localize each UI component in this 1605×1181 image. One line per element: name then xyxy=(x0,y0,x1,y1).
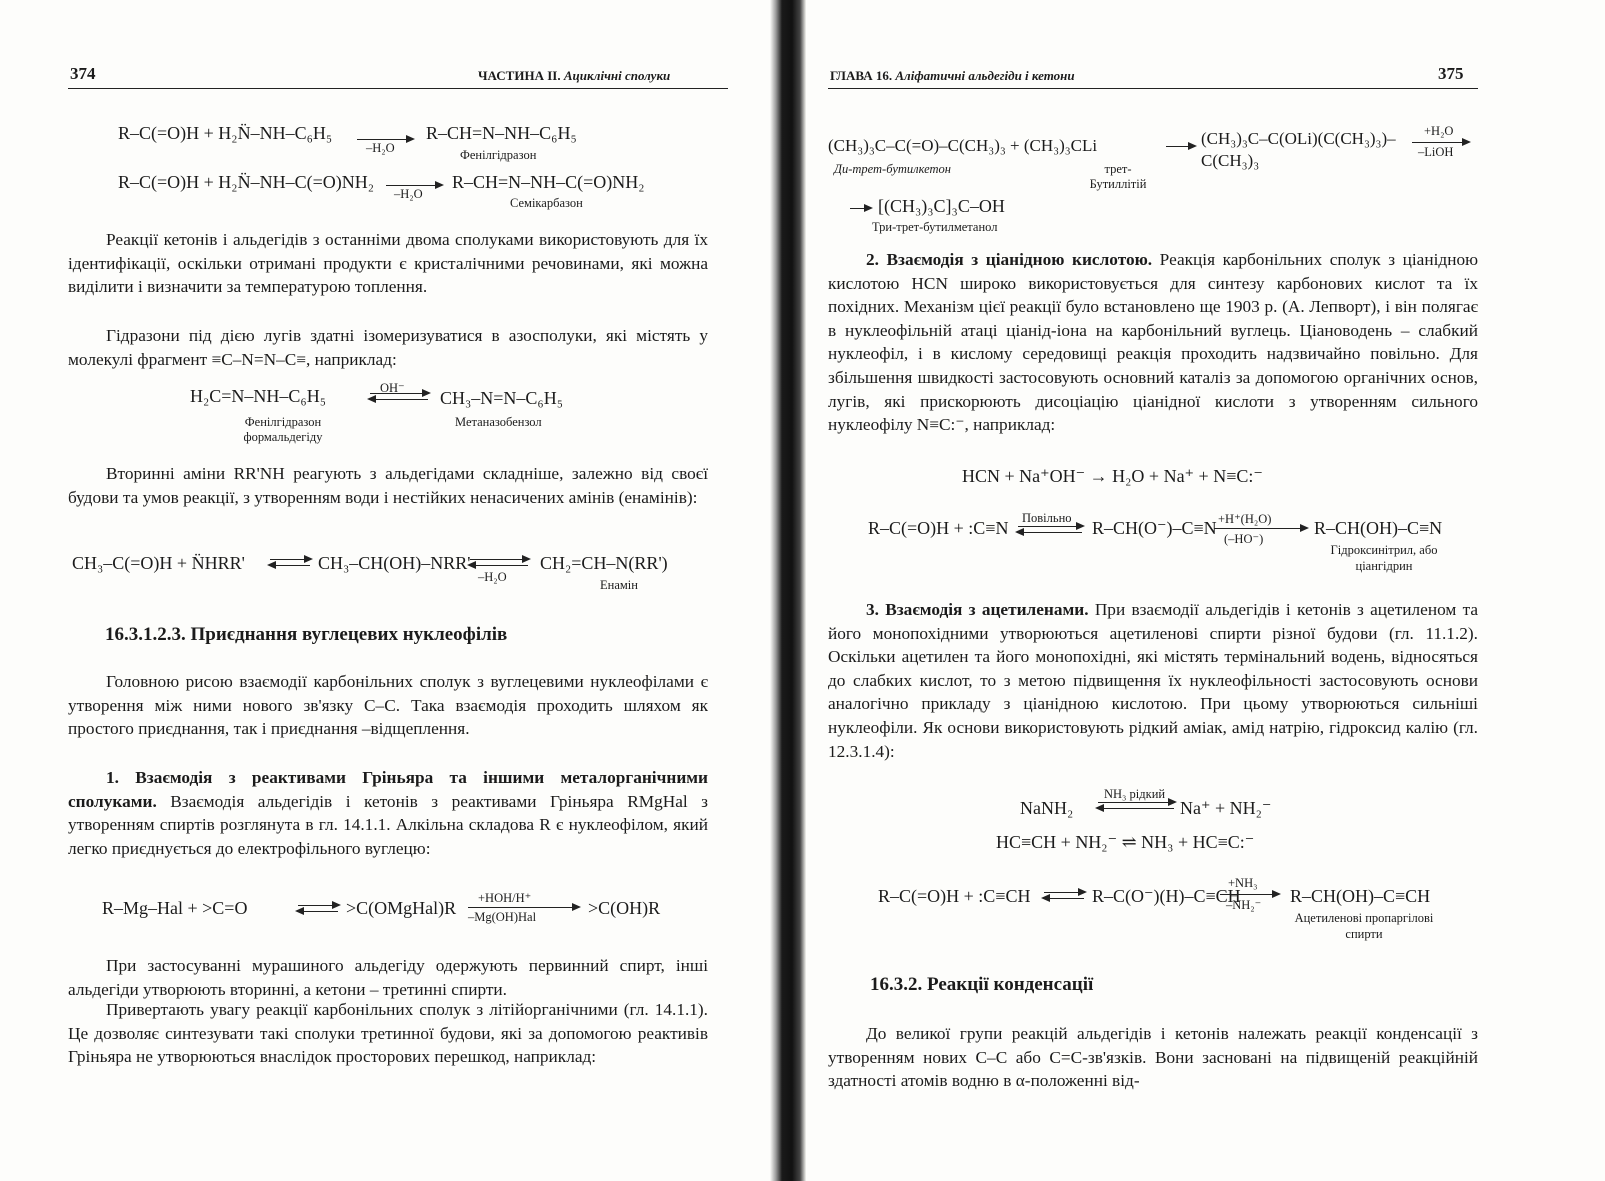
eq4-condition: NH₃ рідкий xyxy=(1104,787,1166,801)
reaction-arrow xyxy=(1220,894,1278,895)
running-head-part: ЧАСТИНА II. xyxy=(478,68,561,83)
equilibrium-arrow xyxy=(1098,802,1174,803)
eq1-reactant: R–C(=O)H + H₂N̈–NH–C₆H₅ xyxy=(118,123,333,143)
paragraph xyxy=(828,598,1478,763)
reaction-arrow xyxy=(468,907,578,908)
paragraph: Реакції кетонів і альдегідів з останніми двома сполуками використовують для їх ідентифікації, оскільки отримані продукти є кристалічними речовинами, які можна виділити і визначити за температурою топлення. xyxy=(68,230,708,297)
running-head xyxy=(830,68,1075,84)
paragraph xyxy=(68,766,708,860)
equilibrium-arrow xyxy=(1018,526,1082,527)
running-head-part: ГЛАВА 16. xyxy=(830,68,893,83)
paragraph: Гідразони під дією лугів здатні ізомеризуватися в азосполуки, які містять у молекулі фрагмент ≡C–N=N–C≡, наприклад: xyxy=(68,326,708,369)
eq5-condition-top: +HOH/H⁺ xyxy=(478,891,532,905)
eq6-intermediate: R–C(O⁻)(H)–C≡CH xyxy=(1092,886,1241,906)
eq6-condition-bottom: –NH₂⁻ xyxy=(1226,898,1262,912)
paragraph-lead: 3. Взаємодія з ацетиленами. xyxy=(866,600,1089,619)
running-head-title: Ациклічні сполуки xyxy=(563,68,671,83)
paragraph-body: Реакція карбонільних сполук з ціанідною кислотою HCN широко використовується для синтезу карбонових кислот та їх похідних. Механізм цієї реакції було встановлено ще 1903 р. (А. Лепворт), і він полягає в нуклеофільній атаці ціанід-іона на карбонільний вуглець. Ціановодень – слабкий нуклеофіл, і в кислому середовищі реакція проходить надзвичайно повільно. Для збільшення швидкості застосовують основний каталіз за допомогою органічних основ, лугів, які прискорюють дисоціацію ціанідної кислоти з утворенням сильного нуклеофілу N≡C:⁻, наприклад: xyxy=(828,250,1478,435)
eq3-product: R–CH(OH)–C≡N xyxy=(1314,518,1443,538)
eq3-intermediate: R–CH(O⁻)–C≡N xyxy=(1092,518,1217,538)
paragraph: Головною рисою взаємодії карбонільних сполук з вуглецевими нуклеофілами є утворення між ними нового зв'язку С–С. Така взаємодія проходить шляхом як простого приєднання, так і приєднання –відщеплення. xyxy=(68,672,708,739)
equilibrium-arrow xyxy=(298,905,338,906)
paragraph-body: Взаємодія альдегідів і кетонів з реактивами Гріньяра RMgHal з утворенням спиртів розглянута в гл. 14.1.1. Алкільна складова R є нуклеофілом, який легко приєднується до електрофільного вуглецю: xyxy=(68,791,708,858)
reaction-arrow xyxy=(1214,528,1306,529)
eq3-caption-product: Метаназобензол xyxy=(455,415,542,429)
paragraph xyxy=(828,248,1478,437)
eq6-caption: Ацетиленові пропаргілові спирти xyxy=(1294,911,1434,941)
paragraph: Вторинні аміни RR'NH реагують з альдегідами складніше, залежно від своєї будови та умов реакції, з утворенням води і нестійких ненасичених амінів (енамінів): xyxy=(68,464,708,507)
section-title: 16.3.1.2.3. Приєднання вуглецевих нуклеофілів xyxy=(105,624,508,645)
eq3-condition: Повільно xyxy=(1022,511,1072,525)
equilibrium-arrow xyxy=(370,393,428,394)
left-page xyxy=(0,0,770,1181)
reaction-arrow xyxy=(1166,146,1194,147)
eq3-caption: Гідроксинітрил, або ціангідрин xyxy=(1330,543,1438,573)
eq6-condition-top: +NH₃ xyxy=(1228,876,1258,890)
paragraph-lead: 1. Взаємодія з реактивами Гріньяра та іншими металорганічними сполуками. xyxy=(68,768,708,811)
eq1-product: R–CH=N–NH–C₆H₅ xyxy=(426,123,577,143)
paragraph-lead: 2. Взаємодія з ціанідною кислотою. xyxy=(866,250,1153,269)
eq3-condition-bottom: (–HO⁻) xyxy=(1224,532,1264,546)
eq2-caption: Семікарбазон xyxy=(510,196,583,210)
eq2-reactant: R–C(=O)H + H₂N̈–NH–C(=O)NH₂ xyxy=(118,172,374,192)
section-title: 16.3.2. Реакції конденсації xyxy=(870,974,1094,995)
eq1-condition-bottom: –LiOH xyxy=(1418,145,1454,159)
eq4-condition: –H₂O xyxy=(478,570,507,584)
eq1-reactant: (CH₃)₃C–C(=O)–C(CH₃)₃ + (CH₃)₃CLi xyxy=(828,136,1098,155)
equilibrium-arrow xyxy=(1044,892,1084,893)
eq3-product: CH₃–N=N–C₆H₅ xyxy=(440,388,563,408)
eq5-condition-bottom: –Mg(OH)Hal xyxy=(468,910,537,924)
eq3-condition-top: +H⁺(H₂O) xyxy=(1218,512,1272,526)
eq1-caption: Ди-трет-бутилкетон xyxy=(834,162,952,176)
eq3-reactant: H₂C=N–NH–C₆H₅ xyxy=(190,386,326,406)
reaction-arrow xyxy=(850,208,870,209)
eq1-caption: Фенілгідразон xyxy=(460,148,537,162)
paragraph-body: При взаємодії альдегідів і кетонів з ацетиленом та його монопохідними утворюються ацетиленові спирти різної будови (гл. 11.1.2). Оскільки ацетилен та його монопохідні, які містять термінальний водень, відносяться до слабких кислот, то з метою підвищення їх нуклеофільності застосовують основи аналогічно прикладу з ціанідною кислотою. При цьому утворюються сильніші нуклеофіли. Як основи використовують рідкий аміак, амід натрію, гідроксид калію (гл. 12.3.1.4): xyxy=(828,600,1478,761)
eq4-intermediate: CH₃–CH(OH)–NRR' xyxy=(318,553,471,573)
equilibrium-arrow xyxy=(470,559,528,560)
right-page xyxy=(806,0,1605,1181)
paragraph: До великої групи реакцій альдегідів і кетонів належать реакції конденсації з утворенням нових С–С або С=С-зв'язків. Вони засновані на підвищеній реакційній здатності атомів водню в α-положенні від- xyxy=(828,1024,1478,1091)
eq3-caption-reactant: Фенілгідразон формальдегіду xyxy=(243,415,323,444)
eq3-reactant: R–C(=O)H + :C≡N xyxy=(868,518,1009,538)
eq1-product: [(CH₃)₃C]₃C–OH xyxy=(878,196,1005,216)
eq1-caption: трет-Бутиллітій xyxy=(1089,162,1147,191)
eq2-product: R–CH=N–NH–C(=O)NH₂ xyxy=(452,172,645,192)
paragraph: При застосуванні мурашиного альдегіду одержують первинний спирт, інші альдегіди утворюють вторинні, а кетони – третинні спирти. xyxy=(68,956,708,999)
eq1-caption: Три-трет-бутилметанол xyxy=(872,220,998,234)
reaction-arrow xyxy=(386,185,441,186)
eq2: HCN + Na⁺OH⁻ → H₂O + Na⁺ + N≡C:⁻ xyxy=(962,466,1263,486)
eq6-reactant: R–C(=O)H + :C≡CH xyxy=(878,886,1031,906)
eq5: HC≡CH + NH₂⁻ ⇌ NH₃ + HC≡C:⁻ xyxy=(996,832,1255,852)
equilibrium-arrow xyxy=(270,559,310,560)
eq4-reactant: NaNH₂ xyxy=(1020,798,1074,818)
eq3-condition: OH⁻ xyxy=(380,381,405,395)
eq4-product: CH₂=CH–N(RR') xyxy=(540,553,668,573)
reaction-arrow xyxy=(1412,142,1468,143)
header-rule xyxy=(68,88,728,89)
reaction-arrow xyxy=(357,139,412,140)
eq1-intermediate: (CH₃)₃C–C(OLi)(C(CH₃)₃)–C(CH₃)₃ xyxy=(1201,129,1396,170)
eq4-product: Na⁺ + NH₂⁻ xyxy=(1180,798,1272,818)
eq5-intermediate: >C(OMgHal)R xyxy=(346,898,457,918)
eq5-product: >C(OH)R xyxy=(588,898,661,918)
running-head xyxy=(478,68,670,84)
paragraph: Привертають увагу реакції карбонільних сполук з літійорганічними (гл. 14.1.1). Це дозволяє синтезувати такі сполуки третинної будови, які за допомогою реактивів Гріньяра не утворюються внаслідок просторових перешкод, наприклад: xyxy=(68,1000,708,1067)
running-head-title: Аліфатичні альдегіди і кетони xyxy=(895,68,1075,83)
eq4-reactant: CH₃–C(=O)H + N̈HRR' xyxy=(72,553,245,573)
eq1-condition: –H₂O xyxy=(366,141,395,155)
eq4-caption: Енамін xyxy=(600,578,638,592)
page-number: 375 xyxy=(1438,64,1464,83)
eq6-product: R–CH(OH)–C≡CH xyxy=(1290,886,1431,906)
header-rule xyxy=(828,88,1478,89)
eq2-condition: –H₂O xyxy=(394,187,423,201)
eq1-condition-top: +H₂O xyxy=(1424,124,1454,138)
page-number: 374 xyxy=(70,64,96,83)
eq5-reactant: R–Mg–Hal + >C=O xyxy=(102,898,248,918)
book-gutter xyxy=(770,0,806,1181)
